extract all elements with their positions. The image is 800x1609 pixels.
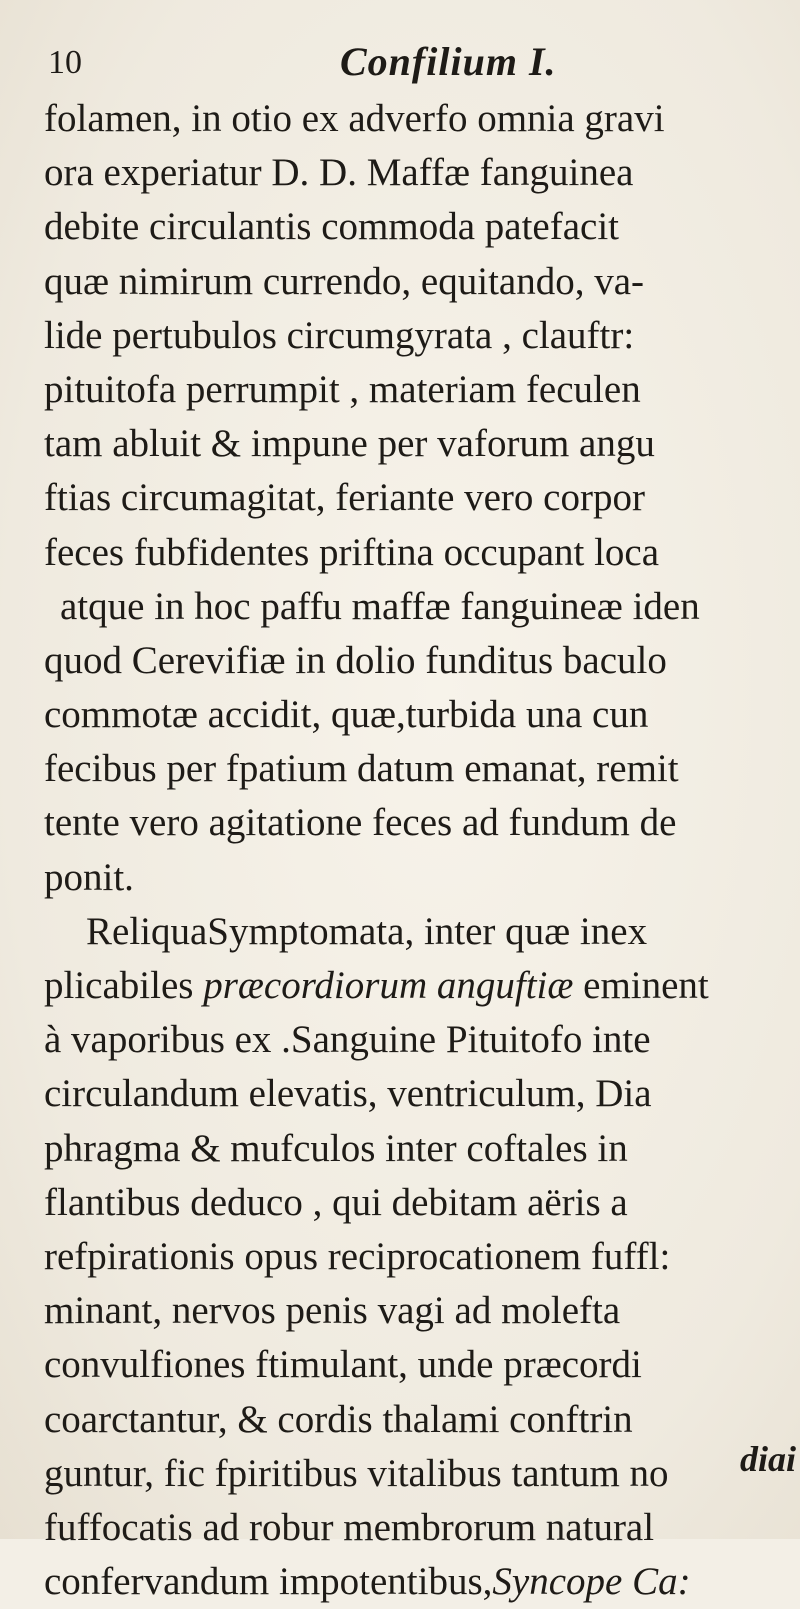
page-header bbox=[40, 28, 780, 88]
text-line: fuffocatis ad robur membrorum natural bbox=[44, 1505, 655, 1549]
text-line-with-italics bbox=[44, 1555, 800, 1609]
text-line: circulandum elevatis, ventriculum, Dia bbox=[44, 1072, 652, 1116]
text-line: flantibus deduco , qui debitam aëris a bbox=[44, 1180, 628, 1224]
body-text bbox=[44, 92, 800, 1609]
text-fragment: eminent bbox=[583, 964, 709, 1007]
text-fragment: plicabiles bbox=[44, 964, 194, 1007]
catchword: diai bbox=[739, 1439, 796, 1479]
text-line: minant, nervos penis vagi ad molefta bbox=[44, 1289, 621, 1333]
text-line-with-italics bbox=[44, 959, 800, 1013]
text-line: pituitofa perrumpit , materiam feculen bbox=[44, 367, 641, 411]
text-line: ponit. bbox=[44, 855, 134, 899]
text-line: feces fubfidentes priftina occupant loca bbox=[44, 530, 660, 574]
page-number: 10 bbox=[48, 44, 82, 81]
italic-phrase: Syncope Ca: bbox=[492, 1560, 691, 1604]
text-line: atque in hoc paffu maffæ fanguineæ iden bbox=[60, 584, 700, 628]
text-line: debite circulantis commoda patefacit bbox=[44, 205, 620, 249]
text-line: fecibus per fpatium datum emanat, remit bbox=[44, 747, 679, 791]
text-line: quod Cerevifiæ in dolio funditus baculo bbox=[44, 638, 667, 682]
text-line: convulfiones ftimulant, unde præcordi bbox=[44, 1343, 642, 1387]
text-line: refpirationis opus reciprocationem fuffl: bbox=[44, 1234, 671, 1278]
text-line: coarctantur, & cordis thalami conftrin bbox=[44, 1397, 633, 1441]
text-line: ora experiatur D. D. Maffæ fanguinea bbox=[44, 151, 634, 195]
text-line: folamen, in otio ex adverfo omnia gravi bbox=[44, 97, 665, 140]
paragraph-start-line: ReliquaSymptomata, inter quæ inex bbox=[86, 909, 648, 953]
text-line: quæ nimirum currendo, equitando, va- bbox=[44, 259, 645, 303]
running-title: Confilium I. bbox=[340, 39, 557, 84]
text-line: tam abluit & impune per vaforum angu bbox=[44, 422, 655, 466]
text-line: ftias circumagitat, feriante vero corpor bbox=[44, 476, 645, 520]
text-line: lide pertubulos circumgyrata , clauftr: bbox=[44, 313, 635, 357]
text-fragment: confervandum impotentibus, bbox=[44, 1560, 493, 1604]
italic-phrase: præcordiorum anguftiæ bbox=[203, 964, 574, 1007]
text-line: guntur, fic fpiritibus vitalibus tantum no bbox=[44, 1451, 669, 1495]
text-line: tente vero agitatione feces ad fundum de bbox=[44, 801, 677, 845]
text-line: à vaporibus ex .Sanguine Pituitofo inte bbox=[44, 1018, 651, 1062]
text-line: commotæ accidit, quæ,turbida una cun bbox=[44, 693, 649, 737]
text-line: phragma & mufculos inter coftales in bbox=[44, 1126, 628, 1170]
